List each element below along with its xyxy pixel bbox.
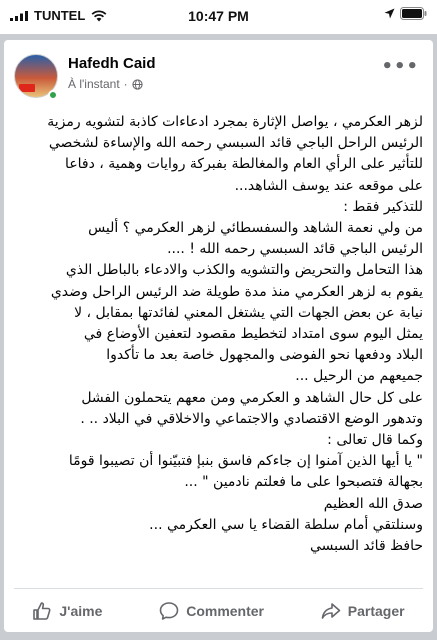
post-text: لزهر العكرمي ، يواصل الإثارة بمجرد ادعاءات كاذبة لتشويه رمزية الرئيس الراحل الباجي قائد السبسي رحمه الله والإساءة لشخصي للتأثير على الرأي العام والمغالطة بفبركة روايات وهمية ، دفاعا على موقعه عند يوسف الشاهد... للتذكير فقط : من ولي نعمة الشاهد والسفسطائي لزهر العكرمي ؟ أليس الرئيس الباجي قائد السبسي رحمه الله ! .... هذا التحامل والتحريض والتشويه والكذب والادعاء بالباطل الذي يقوم به لزهر العكرمي منذ مدة طويلة ضد الرئيس الراحل وضدي نيابة عن بعض الجهات التي يشتغل المعني لفائدتها بمقابل ، لا يمثل اليوم سوى امتداد لتخطيط مقصود لتعفين الأوضاع في البلاد ودفعها نحو الفوضى والمجهول خاصة بعد ما تأكدوا جميعهم من الرحيل ... على كل حال الشاهد و العكرمي ومن معهم يتحملون الفشل وتدهور الوضع الاقتصادي والاجتماعي والاخلاقي في البلاد .. . وكما قال تعالى : " يا أيها الذين آمنوا إن جاءكم فاسق بنبإ فتبيّنوا أن تصيبوا قومًا بجهالة فتصبحوا على ما فعلتم نادمين " ... صدق الله العظيم وسنلتقي أمام سلطة القضاء يا سي العكرمي ... حافظ قائد السبسي xyxy=(47,114,423,555)
meta-separator: · xyxy=(123,77,128,91)
comment-icon xyxy=(159,601,179,621)
post-card xyxy=(4,40,433,632)
status-icons xyxy=(384,7,427,20)
author-name[interactable]: Hafedh Caid xyxy=(68,55,156,72)
battery-icon xyxy=(400,7,427,20)
carrier-name: TUNTEL xyxy=(34,8,86,23)
status-bar xyxy=(0,0,437,34)
comment-button[interactable] xyxy=(159,601,264,621)
flag-badge-icon xyxy=(19,84,35,92)
like-label: J'aime xyxy=(59,603,103,619)
divider xyxy=(14,588,423,589)
globe-icon xyxy=(132,79,143,90)
share-icon xyxy=(321,601,341,621)
online-status-icon xyxy=(48,90,58,100)
more-options-icon[interactable]: ••• xyxy=(381,56,419,77)
location-icon xyxy=(384,8,395,19)
thumbs-up-icon xyxy=(32,601,52,621)
like-button[interactable] xyxy=(32,601,102,621)
bottom-strip xyxy=(0,632,437,640)
action-bar xyxy=(4,596,433,626)
share-label: Partager xyxy=(347,603,405,619)
clock: 10:47 PM xyxy=(188,8,249,24)
comment-label: Commenter xyxy=(186,603,264,619)
share-button[interactable] xyxy=(321,601,405,621)
post-meta xyxy=(68,77,143,91)
post-timestamp[interactable]: À l'instant xyxy=(68,77,120,91)
